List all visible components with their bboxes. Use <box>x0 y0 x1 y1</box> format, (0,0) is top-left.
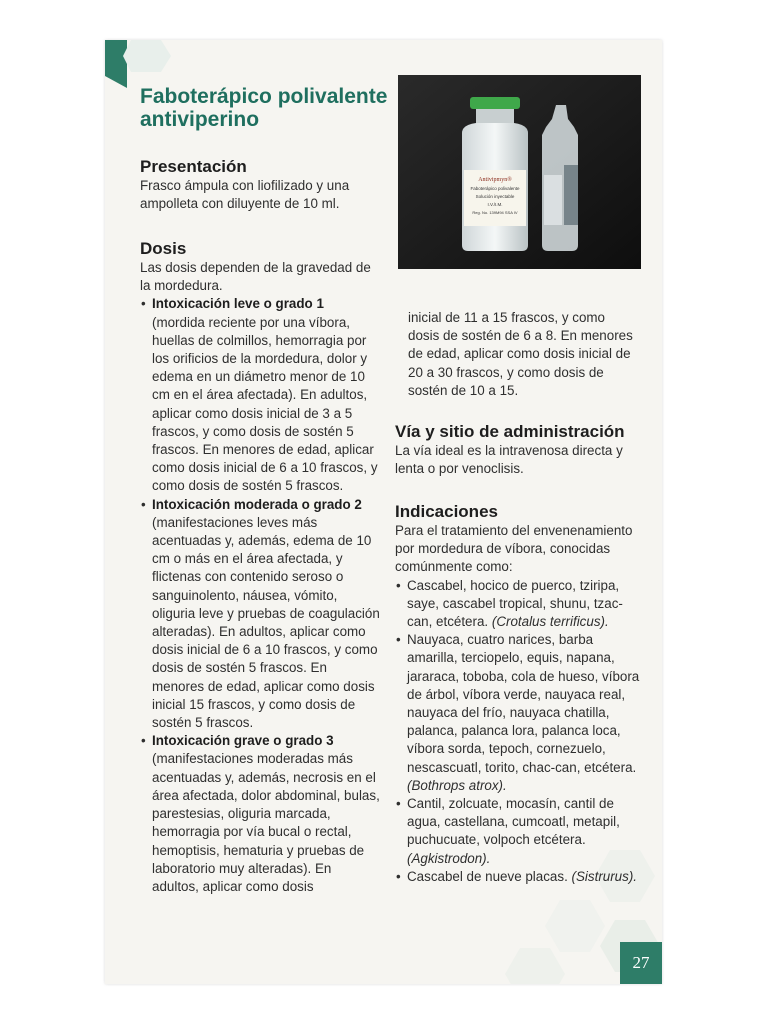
indicaciones-intro: Para el tratamiento del envenenamiento por mordedura de víbora, conocidas comúnmente como: <box>395 523 633 575</box>
indicaciones-item-text: Cascabel, hocico de puerco, tziripa, saye, cascabel tropical, shunu, tzac-can, etcétera. <box>407 577 623 630</box>
svg-text:Solución inyectable: Solución inyectable <box>475 194 515 199</box>
dosis-item <box>140 295 380 495</box>
species-name: (Sistrurus). <box>571 868 638 884</box>
species-name: (Crotalus terrificus). <box>491 614 609 630</box>
dosis-item-title: Intoxicación moderada o grado 2 <box>152 496 362 512</box>
indicaciones-item-text: Cascabel de nueve placas. <box>407 868 568 884</box>
indicaciones-item <box>395 577 640 632</box>
dosis-list <box>140 295 380 896</box>
dosis-continuation <box>408 309 638 400</box>
dosis-item <box>140 732 380 896</box>
indicaciones-section <box>395 502 640 886</box>
page-number: 27 <box>620 942 662 984</box>
svg-text:Reg. No. 139M94 SSA IV: Reg. No. 139M94 SSA IV <box>472 210 518 215</box>
product-photo <box>398 75 641 269</box>
svg-text:Faboterápico polivalente: Faboterápico polivalente <box>470 186 520 191</box>
vial-cap <box>470 97 520 109</box>
via-section <box>395 422 645 478</box>
dosis-heading: Dosis <box>140 239 187 258</box>
dosis-item-text: (manifestaciones leves más acentuadas y, además, edema de 10 cm o más en el área afectada, y flictenas con contenido seroso o sanguinolento, náusea, vómito, oliguria leve y pruebas de coagulación alteradas). En adultos, aplicar como dosis inicial de 6 a 10 frascos, y como dosis de sostén 5 frascos. En menores de edad, aplicar como dosis inicial 15 frascos, y como dosis de sostén 5 frascos. <box>152 514 380 731</box>
indicaciones-item-text: Cantil, zolcuate, mocasín, cantil de agua, castellana, cumcoatl, metapil, puchucuate, volpoch etcétera. <box>407 796 620 848</box>
indicaciones-list <box>395 577 640 886</box>
svg-text:Antivipmyn®: Antivipmyn® <box>478 177 512 183</box>
dosis-item-title: Intoxicación leve o grado 1 <box>152 296 324 312</box>
species-name: (Bothrops atrox). <box>407 777 507 793</box>
dosis-item-text: (manifestaciones moderadas más acentuadas y, además, necrosis en el área afectada, dolor abdominal, bulas, parestesias, oliguria marcada, hemorragia por vía bucal o rectal, hemoptisis, hematuria y pruebas de laboratorio muy alteradas). En adultos, aplicar como dosis <box>152 751 380 894</box>
page-title: Faboterápico polivalente antiviperino <box>140 85 388 131</box>
dosis-continuation-text: inicial de 11 a 15 frascos, y como dosis de sostén de 6 a 8. En menores de edad, aplicar como dosis inicial de 20 a 30 frascos, y como dosis de sostén de 10 a 15. <box>408 310 633 398</box>
vial-and-ampoule-image <box>398 75 641 269</box>
dosis-section <box>140 239 380 896</box>
indicaciones-item <box>395 868 640 886</box>
indicaciones-item <box>395 795 640 868</box>
via-text: La vía ideal es la intravenosa directa y lenta o por venoclisis. <box>395 443 623 477</box>
svg-text:I.V./I.M.: I.V./I.M. <box>487 202 503 207</box>
species-name: (Agkistrodon). <box>407 850 491 866</box>
indicaciones-heading: Indicaciones <box>395 502 498 521</box>
book-page <box>105 40 662 984</box>
indicaciones-item-text: Nauyaca, cuatro narices, barba amarilla, terciopelo, equis, napana, jararaca, toboba, cola de hueso, víbora de árbol, víbora verde, nauyaca real, nauyaca del frío, nauyaca chatilla, palanca, palanca lora, palanca loca, víbora sorda, tepoch, cornezuelo, nescascuatl, torito, chac-can, etcétera. <box>407 632 640 775</box>
dosis-intro: Las dosis dependen de la gravedad de la mordedura. <box>140 260 371 294</box>
dosis-item-title: Intoxicación grave o grado 3 <box>152 733 334 749</box>
via-heading: Vía y sitio de administración <box>395 422 625 441</box>
presentacion-heading: Presentación <box>140 157 247 176</box>
dosis-item <box>140 496 380 733</box>
indicaciones-item <box>395 631 640 795</box>
dosis-item-text: (mordida reciente por una víbora, huellas de colmillos, hemorragia por los orificios de la mordedura, dolor y edema en un diámetro menor de 10 cm en el área afectada). En adultos, aplicar como dosis inicial de 3 a 5 frascos, y como dosis de sostén 5 frascos. En menores de edad, aplicar como dosis inicial de 6 a 10 frascos, y como dosis de sostén 5 frascos. <box>152 314 378 494</box>
presentacion-text: Frasco ámpula con liofilizado y una ampolleta con diluyente de 10 ml. <box>140 178 350 212</box>
presentacion-section <box>140 157 385 213</box>
